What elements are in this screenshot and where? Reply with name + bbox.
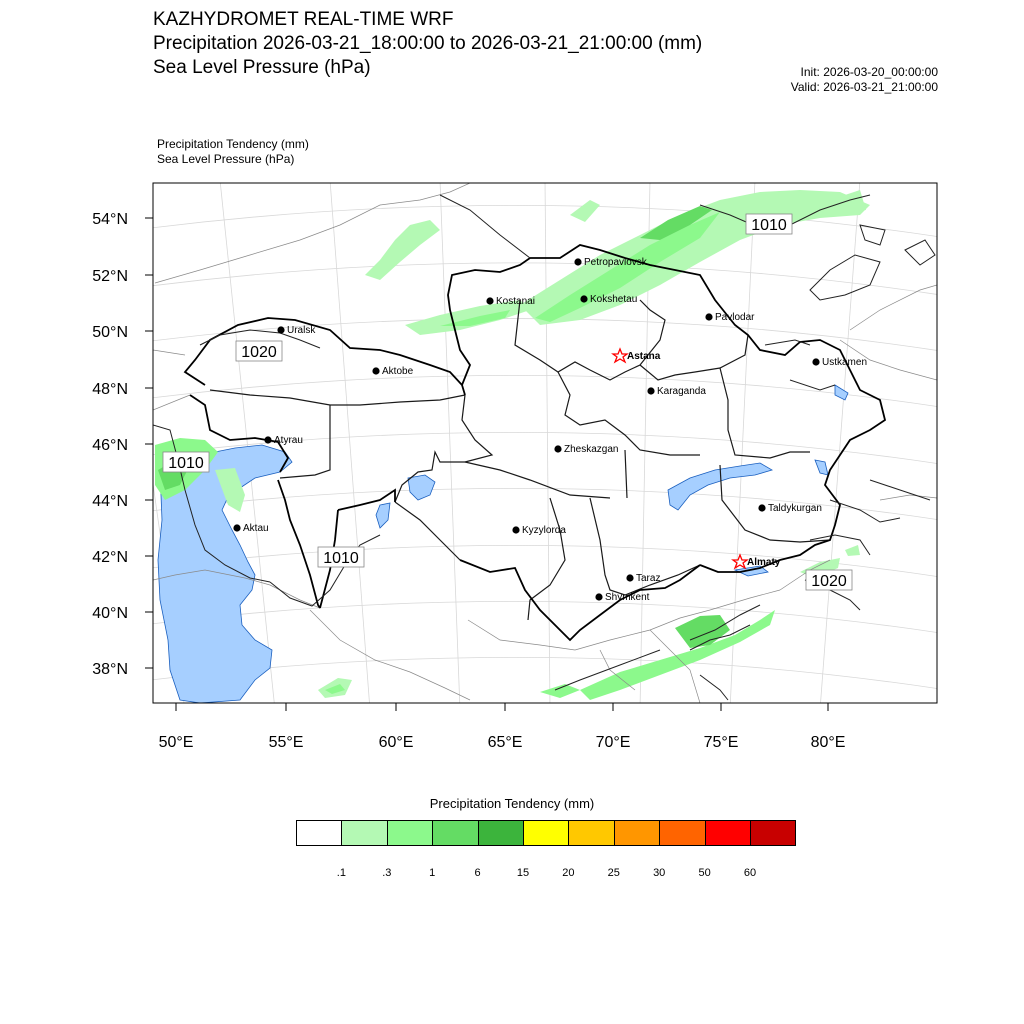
colorbar-swatch — [568, 820, 614, 846]
city-label: Zheskazgan — [564, 444, 619, 455]
city-label: Taldykurgan — [768, 503, 822, 514]
colorbar-swatch — [387, 820, 433, 846]
colorbar-label: 6 — [474, 867, 481, 879]
lat-label: 42°N — [92, 549, 128, 566]
isobar-label: 1020 — [241, 344, 277, 361]
city-label: Kostanai — [496, 296, 535, 307]
lat-label: 52°N — [92, 268, 128, 285]
lon-label: 50°E — [158, 734, 194, 751]
colorbar-label: .3 — [382, 867, 392, 879]
city-dot — [812, 358, 819, 365]
city-label: Atyrau — [274, 435, 303, 446]
city-dot — [372, 367, 379, 374]
valid-time: Valid: 2026-03-21_21:00:00 — [790, 80, 938, 94]
isobar-label: 1010 — [751, 217, 787, 234]
city-dot — [580, 295, 587, 302]
city-label: Shymkent — [605, 592, 650, 603]
aral-sea-south — [376, 503, 390, 528]
colorbar-swatch — [341, 820, 387, 846]
city-dot — [626, 574, 633, 581]
city-label: Aktobe — [382, 366, 414, 377]
zaysan-lake — [835, 385, 848, 400]
colorbar-label: 25 — [607, 867, 620, 879]
colorbar-swatch — [523, 820, 569, 846]
city-label: Kokshetau — [590, 294, 638, 305]
lon-label: 75°E — [703, 734, 739, 751]
colorbar-label: 30 — [653, 867, 666, 879]
init-time: Init: 2026-03-20_00:00:00 — [800, 65, 938, 79]
title-line-3: Sea Level Pressure (hPa) — [153, 57, 371, 78]
colorbar-title: Precipitation Tendency (mm) — [429, 796, 595, 811]
colorbar-swatch — [614, 820, 660, 846]
isobar-label: 1020 — [811, 573, 847, 590]
subtitle-precip: Precipitation Tendency (mm) — [157, 137, 309, 151]
city-label: Aktau — [243, 523, 269, 534]
lat-label: 50°N — [92, 324, 128, 341]
colorbar-swatch — [432, 820, 478, 846]
city-label: Kyzylorda — [522, 525, 566, 536]
city-dot — [486, 297, 493, 304]
lon-label: 60°E — [378, 734, 414, 751]
colorbar-label: 60 — [743, 867, 757, 879]
city-label: Petropavlovsk — [584, 257, 647, 268]
city-dot — [554, 445, 561, 452]
city-dot — [264, 436, 271, 443]
aral-sea — [408, 475, 435, 500]
lon-label: 80°E — [810, 734, 846, 751]
subtitle-slp: Sea Level Pressure (hPa) — [157, 152, 295, 166]
lat-label: 44°N — [92, 493, 128, 510]
city-dot — [705, 313, 712, 320]
isobar-label: 1010 — [323, 550, 359, 567]
lat-label: 48°N — [92, 381, 128, 398]
city-label: Pavlodar — [715, 312, 755, 323]
colorbar-swatch — [296, 820, 342, 846]
colorbar-swatch — [659, 820, 705, 846]
alakol-lake — [815, 460, 828, 475]
lon-label: 65°E — [487, 734, 523, 751]
city-label: Ustkamen — [822, 357, 868, 368]
colorbar-label: 50 — [698, 867, 711, 879]
city-label: Taraz — [636, 573, 661, 584]
lat-label: 46°N — [92, 437, 128, 454]
title-line-2: Precipitation 2026-03-21_18:00:00 to 2026-03-21_21:00:00 (mm) — [153, 33, 703, 54]
lat-label: 38°N — [92, 661, 128, 678]
colorbar-label: .1 — [336, 867, 346, 879]
title-line-1: KAZHYDROMET REAL-TIME WRF — [153, 9, 454, 30]
city-dot — [758, 504, 765, 511]
lat-label: 40°N — [92, 605, 128, 622]
city-label: Almaty — [747, 557, 781, 568]
city-dot — [277, 326, 284, 333]
city-label: Uralsk — [287, 325, 316, 336]
lat-label: 54°N — [92, 211, 128, 228]
capital-star-icon — [733, 555, 747, 568]
city-dot — [595, 593, 602, 600]
lon-label: 70°E — [595, 734, 631, 751]
lon-label: 55°E — [268, 734, 304, 751]
city-dot — [647, 387, 654, 394]
colorbar-swatch — [750, 820, 796, 846]
city-dot — [233, 524, 240, 531]
colorbar-label: 20 — [562, 867, 575, 879]
city-dot — [574, 258, 581, 265]
colorbar-label: 1 — [429, 867, 436, 879]
capital-star-icon — [613, 349, 627, 362]
colorbar-swatch — [478, 820, 524, 846]
colorbar-label: 15 — [516, 867, 530, 879]
city-label: Astana — [627, 351, 661, 362]
colorbar-swatch — [705, 820, 751, 846]
city-label: Karaganda — [657, 386, 706, 397]
city-dot — [512, 526, 519, 533]
isobar-label: 1010 — [168, 455, 204, 472]
